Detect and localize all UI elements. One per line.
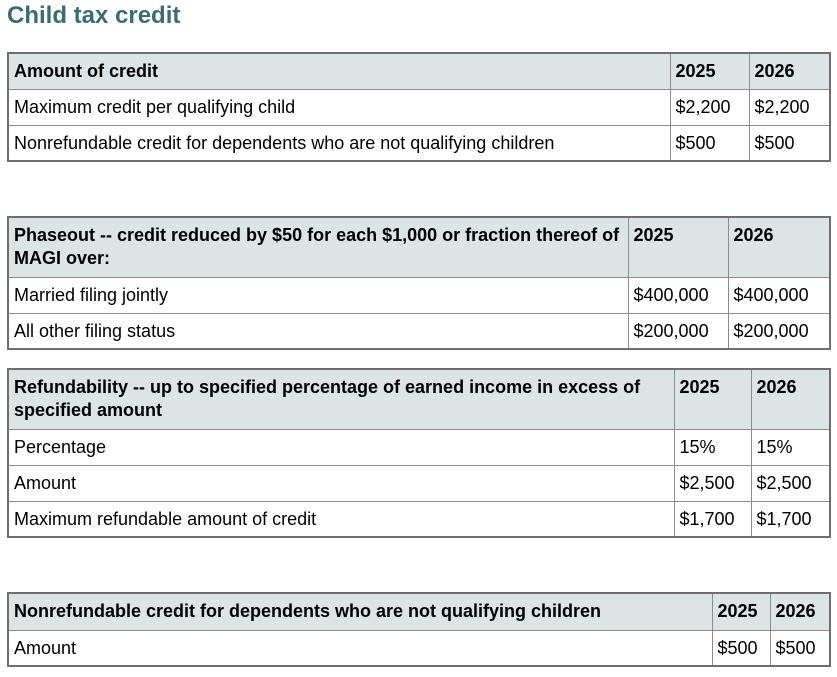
value-2025: $400,000	[628, 277, 728, 313]
table-row	[8, 630, 830, 666]
table-header-row	[8, 53, 830, 89]
amount-of-credit-table	[7, 52, 831, 162]
header-2025: 2025	[628, 217, 728, 277]
header-label: Amount of credit	[8, 53, 670, 89]
value-2026: $2,500	[751, 465, 830, 501]
table-header-row	[8, 593, 830, 630]
value-2025: $2,200	[670, 89, 749, 125]
value-2026: 15%	[751, 429, 830, 465]
phaseout-table	[7, 216, 831, 350]
header-2026: 2026	[770, 593, 830, 630]
header-2026: 2026	[749, 53, 830, 89]
value-2026: $200,000	[728, 313, 830, 349]
value-2025: $2,500	[674, 465, 751, 501]
value-2025: $1,700	[674, 501, 751, 537]
header-2025: 2025	[712, 593, 770, 630]
table-row	[8, 277, 830, 313]
value-2026: $500	[749, 125, 830, 161]
value-2026: $400,000	[728, 277, 830, 313]
value-2026: $500	[770, 630, 830, 666]
header-2026: 2026	[728, 217, 830, 277]
table-row	[8, 125, 830, 161]
value-2025: $500	[670, 125, 749, 161]
row-label: Maximum credit per qualifying child	[8, 89, 670, 125]
table-row	[8, 89, 830, 125]
row-label: Married filing jointly	[8, 277, 628, 313]
row-label: Amount	[8, 630, 712, 666]
refundability-table	[7, 368, 831, 538]
page-title: Child tax credit	[7, 2, 181, 29]
table-row	[8, 501, 830, 537]
row-label: Nonrefundable credit for dependents who are not qualifying children	[8, 125, 670, 161]
value-2026: $1,700	[751, 501, 830, 537]
table-header-row	[8, 217, 830, 277]
row-label: Amount	[8, 465, 674, 501]
header-2025: 2025	[670, 53, 749, 89]
table-header-row	[8, 369, 830, 429]
nonrefundable-credit-table	[7, 592, 831, 667]
header-label: Refundability -- up to specified percentage of earned income in excess of specified amount	[8, 369, 674, 429]
header-2025: 2025	[674, 369, 751, 429]
table-row	[8, 465, 830, 501]
table-row	[8, 313, 830, 349]
header-label: Nonrefundable credit for dependents who are not qualifying children	[8, 593, 712, 630]
value-2025: 15%	[674, 429, 751, 465]
value-2025: $500	[712, 630, 770, 666]
header-2026: 2026	[751, 369, 830, 429]
table-row	[8, 429, 830, 465]
row-label: All other filing status	[8, 313, 628, 349]
row-label: Percentage	[8, 429, 674, 465]
value-2025: $200,000	[628, 313, 728, 349]
row-label: Maximum refundable amount of credit	[8, 501, 674, 537]
header-label: Phaseout -- credit reduced by $50 for each $1,000 or fraction thereof of MAGI over:	[8, 217, 628, 277]
value-2026: $2,200	[749, 89, 830, 125]
